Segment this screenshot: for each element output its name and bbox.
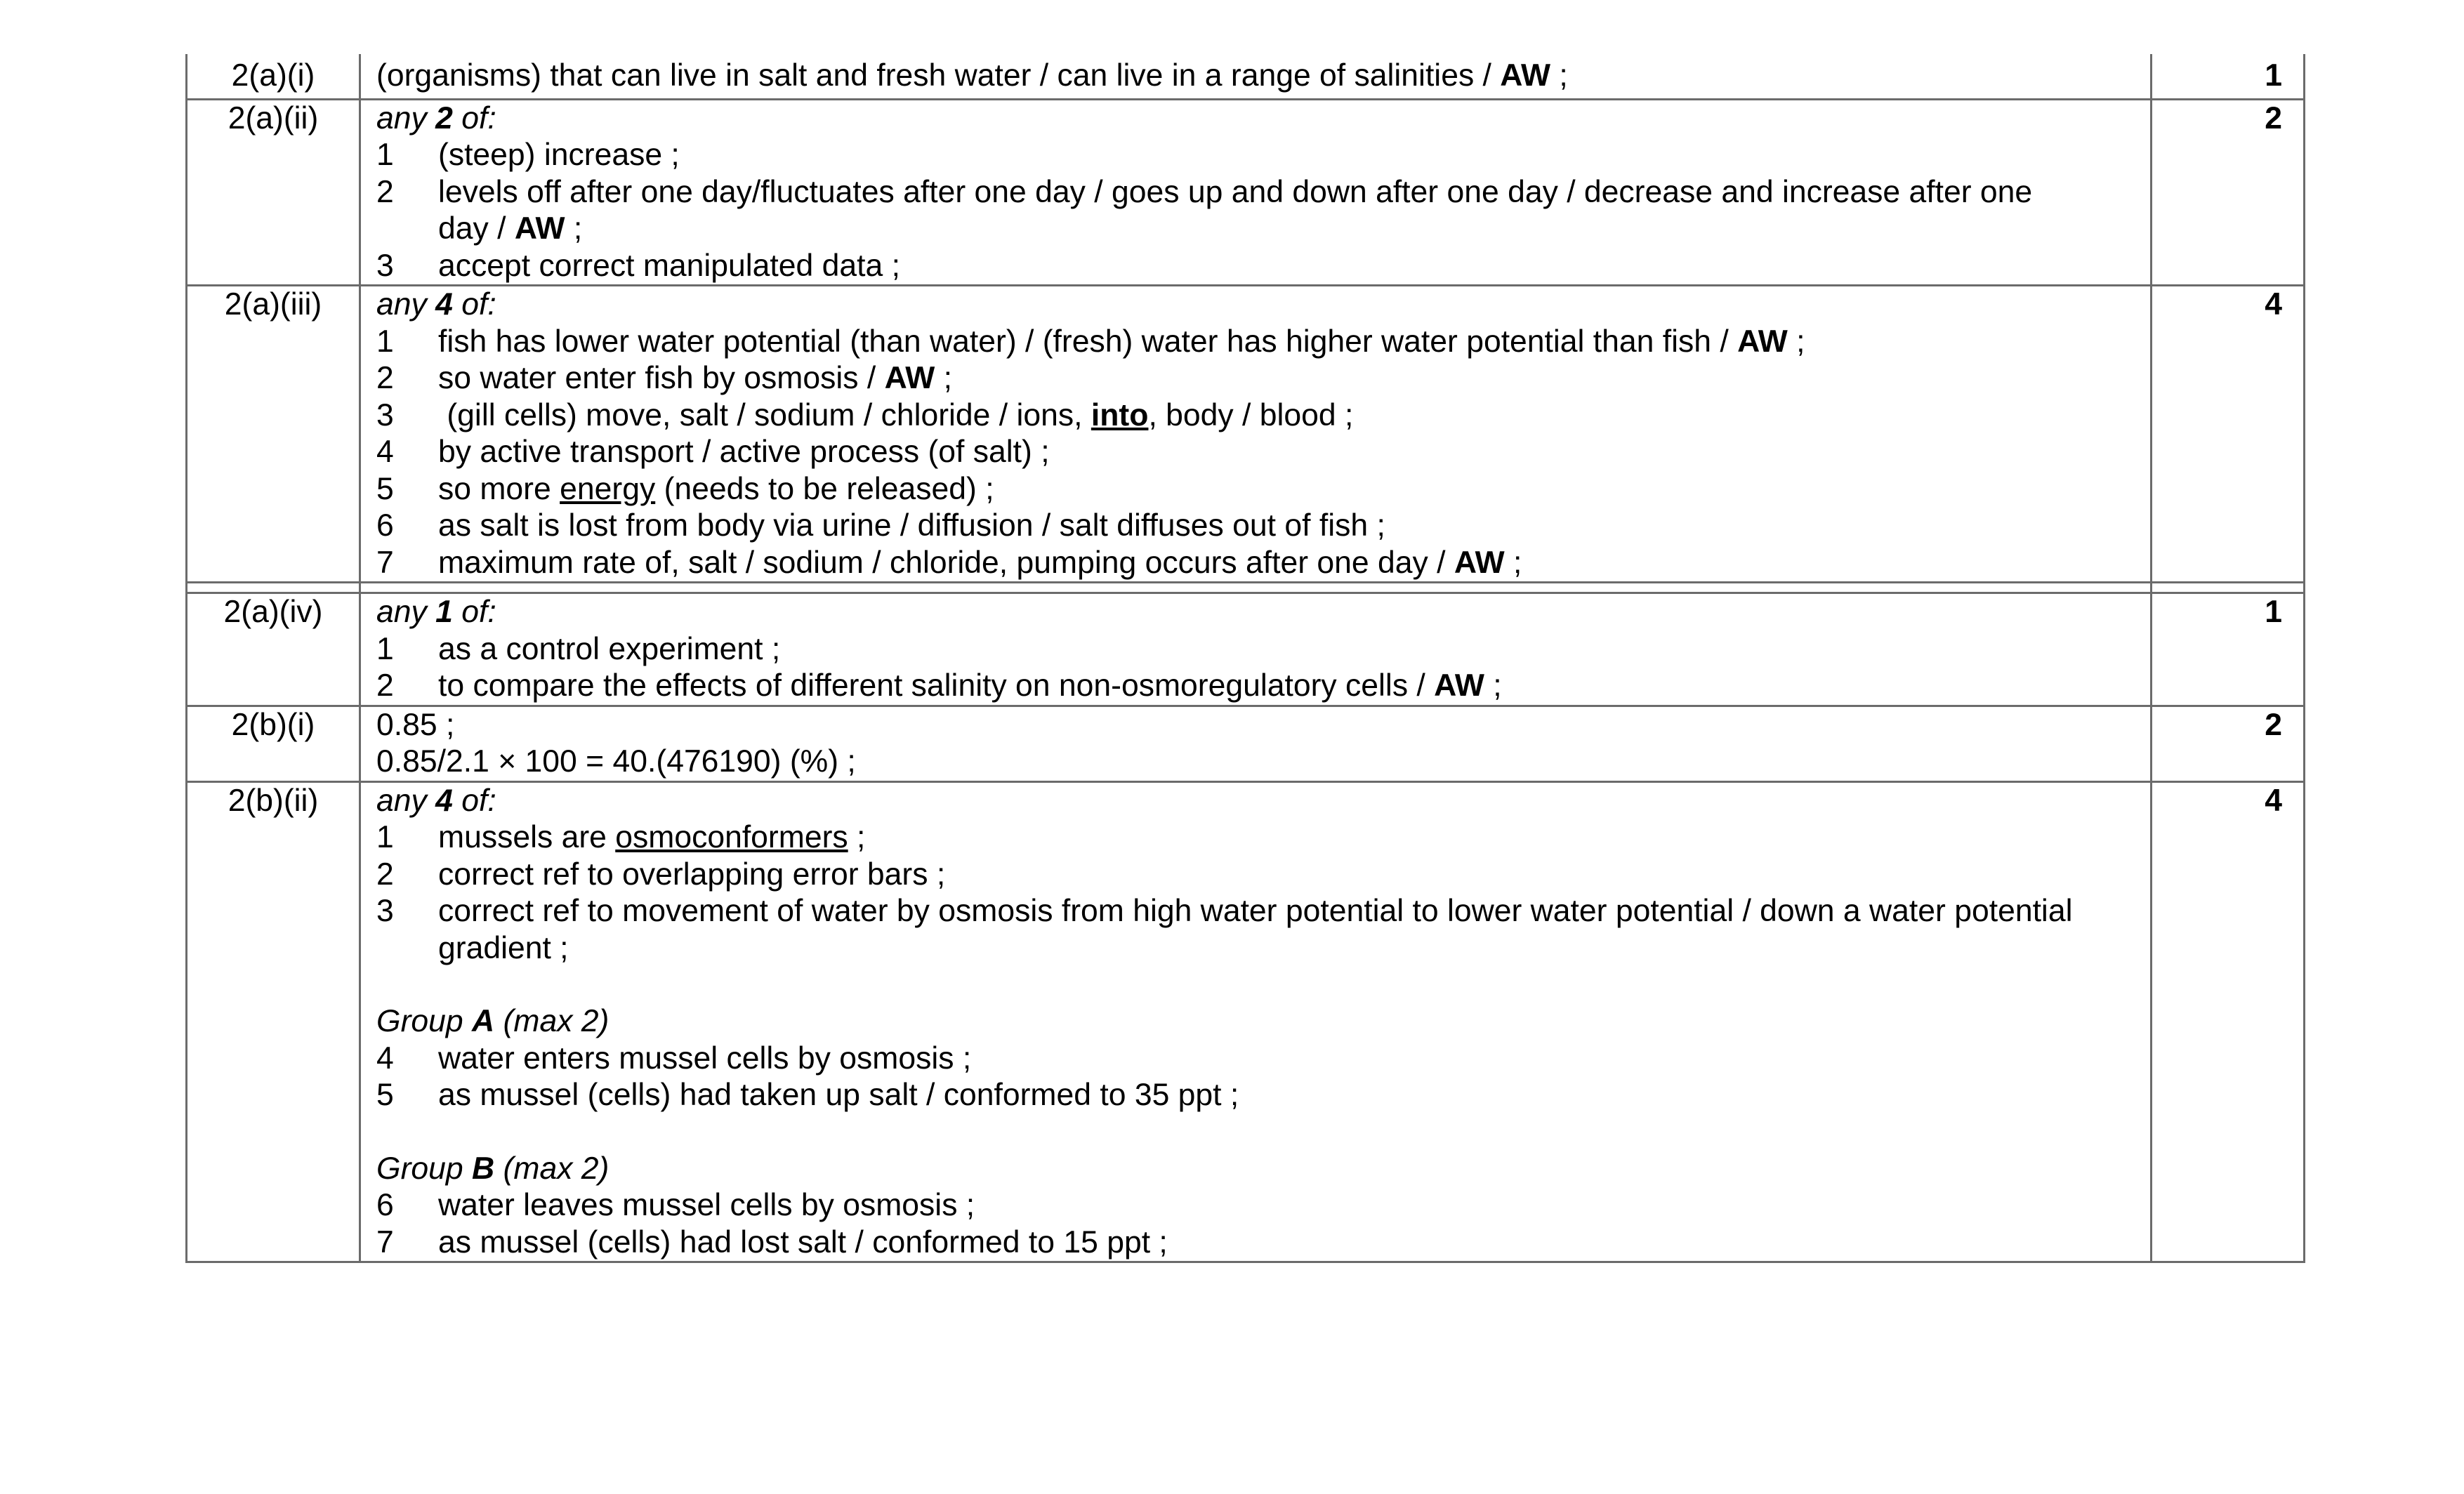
list-item: 3 (gill cells) move, salt / sodium / chloride / ions, into, body / blood ; (376, 397, 1354, 432)
list-item: 3 accept correct manipulated data ; (376, 248, 900, 283)
marks-cell: 2 (2152, 99, 2305, 286)
list-item: 2 to compare the effects of different salinity on non-osmoregulatory cells / AW ; (376, 668, 1502, 703)
table-row (187, 54, 2305, 99)
group-a-heading: Group A (max 2) (376, 1004, 610, 1038)
any-n-heading: any 2 of: (376, 100, 496, 135)
table-row (187, 286, 2305, 583)
list-item: 1 as a control experiment ; (376, 631, 781, 666)
answer-cell (360, 286, 2152, 583)
answer-cell: 0.85 ; 0.85/2.1 × 100 = 40.(476190) (%) ; (360, 706, 2152, 781)
list-item: 7 as mussel (cells) had lost salt / conformed to 15 ppt ; (376, 1224, 1168, 1260)
question-number: 2(a)(i) (187, 54, 360, 99)
answer-cell (360, 99, 2152, 286)
group-b-heading: Group B (max 2) (376, 1151, 610, 1186)
list-item: 6 as salt is lost from body via urine / diffusion / salt diffuses out of fish ; (376, 508, 1385, 543)
question-number: 2(a)(iv) (187, 593, 360, 706)
list-item: 3 correct ref to movement of water by osmosis from high water potential to lower water potential / down a water potential gradient ; (376, 894, 2073, 965)
any-n-heading: any 4 of: (376, 287, 496, 322)
list-item: 2 so water enter fish by osmosis / AW ; (376, 361, 953, 395)
list-item: 2 correct ref to overlapping error bars ; (376, 857, 946, 892)
mark-scheme-table (185, 54, 2305, 1263)
table-row (187, 593, 2305, 706)
marks-cell: 2 (2152, 706, 2305, 781)
answer-cell: (organisms) that can live in salt and fresh water / can live in a range of salinities / AW ; (360, 54, 2152, 99)
marks-cell: 4 (2152, 781, 2305, 1262)
answer-cell (360, 593, 2152, 706)
list-item: 1 (steep) increase ; (376, 138, 680, 172)
table-row (187, 706, 2305, 781)
any-n-heading: any 4 of: (376, 783, 496, 818)
list-item: 1 fish has lower water potential (than water) / (fresh) water has higher water potential than fish / AW ; (376, 324, 1805, 359)
question-number: 2(b)(ii) (187, 781, 360, 1262)
marks-cell: 1 (2152, 593, 2305, 706)
list-item: 5 so more energy (needs to be released) ; (376, 471, 994, 506)
table-row (187, 781, 2305, 1262)
list-item: 7 maximum rate of, salt / sodium / chloride, pumping occurs after one day / AW ; (376, 545, 1522, 580)
list-item: 5 as mussel (cells) had taken up salt / conformed to 35 ppt ; (376, 1078, 1239, 1112)
list-item: 6 water leaves mussel cells by osmosis ; (376, 1188, 975, 1222)
question-number: 2(a)(ii) (187, 99, 360, 286)
any-n-heading: any 1 of: (376, 595, 496, 629)
answer-cell (360, 781, 2152, 1262)
table-row (187, 99, 2305, 286)
list-item: 4 water enters mussel cells by osmosis ; (376, 1040, 972, 1076)
list-item: 2 levels off after one day/fluctuates after one day / goes up and down after one day / decrease and increase after one day / AW ; (376, 174, 2033, 246)
table-spacer (187, 583, 2305, 593)
marks-cell: 4 (2152, 286, 2305, 583)
marks-cell: 1 (2152, 54, 2305, 99)
question-number: 2(b)(i) (187, 706, 360, 781)
list-item: 1 mussels are osmoconformers ; (376, 820, 866, 854)
question-number: 2(a)(iii) (187, 286, 360, 583)
list-item: 4 by active transport / active process (of salt) ; (376, 435, 1050, 469)
